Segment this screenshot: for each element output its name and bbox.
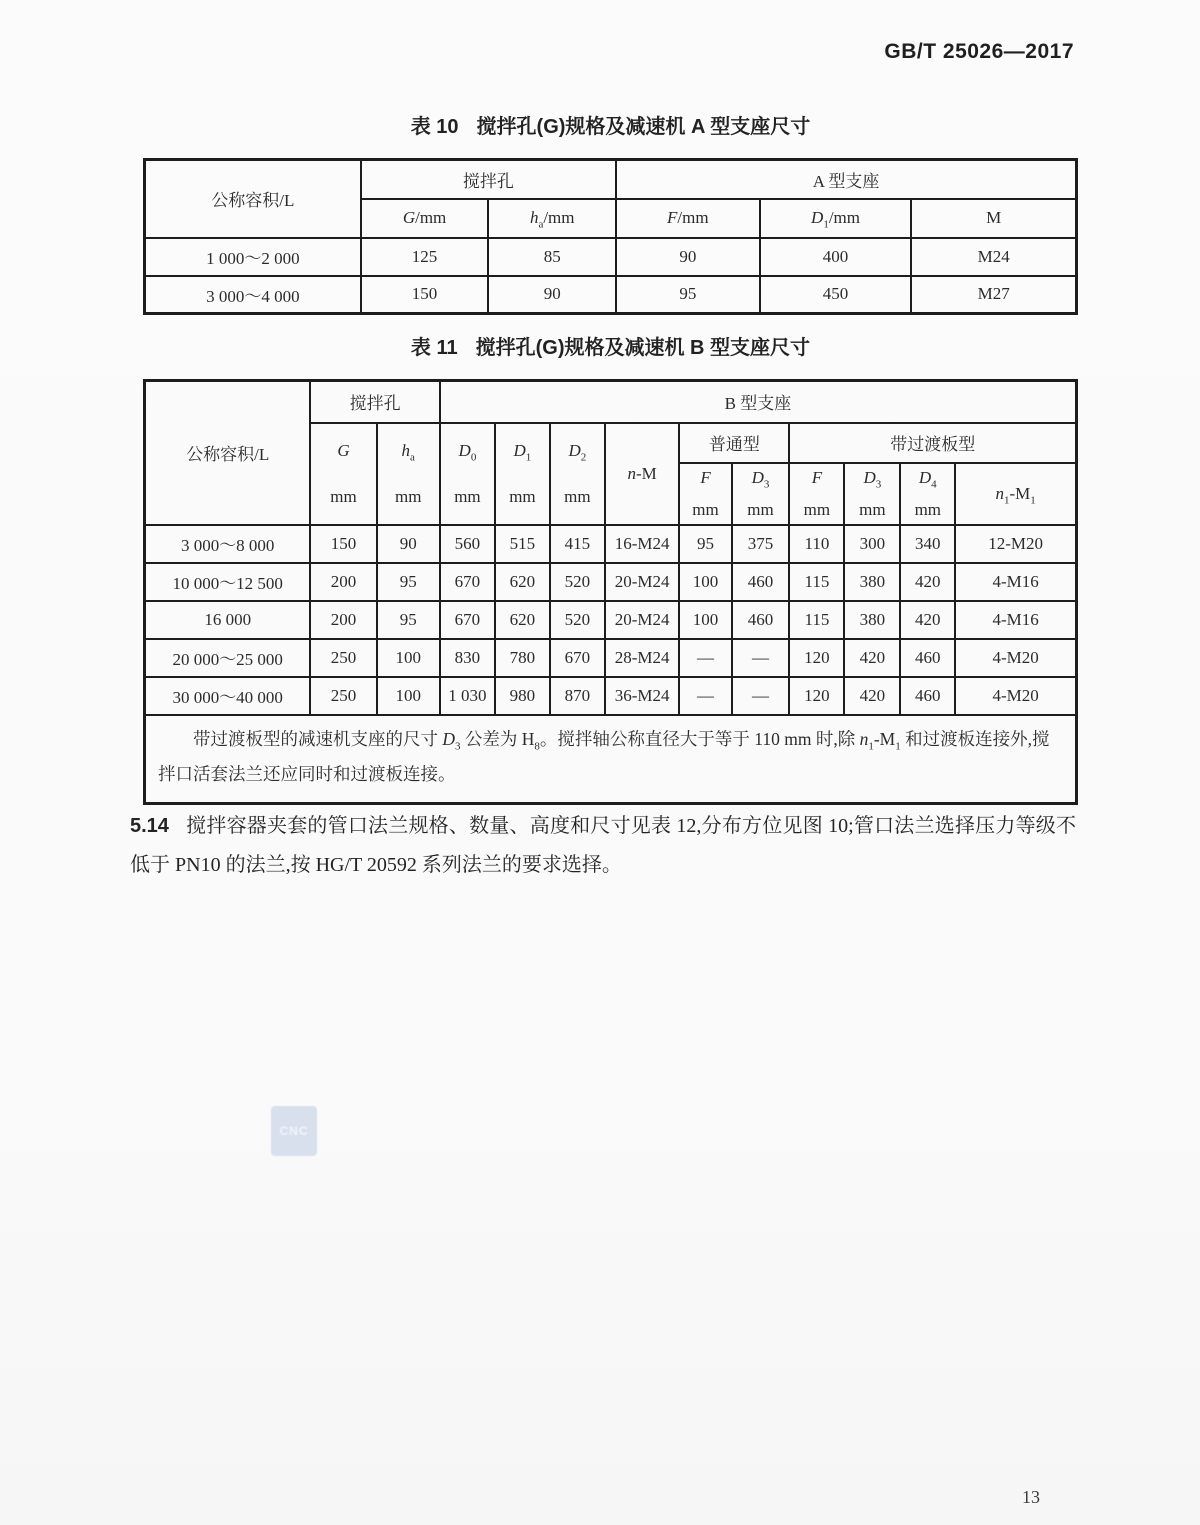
table-10	[143, 158, 1078, 315]
table-cell: 95	[377, 563, 440, 601]
table-cell: 95	[377, 601, 440, 639]
t11-footnote-row	[145, 715, 1077, 804]
table10-caption	[143, 110, 1078, 139]
watermark-text: CNC	[279, 1124, 309, 1138]
table-cell: 125	[361, 238, 489, 276]
table-row	[145, 238, 1077, 276]
table-cell: 95	[679, 525, 731, 563]
table-cell: 16-M24	[605, 525, 680, 563]
table-cell: 620	[495, 601, 550, 639]
t11-col-f-plain: F mm	[679, 463, 731, 525]
t10-col-d1: $D_1/mm$	[760, 199, 912, 238]
text-fragment: 和过渡板连接外,搅拌口活套法兰还应同时和过渡板连接。	[158, 728, 1050, 784]
table-cell: 150	[361, 276, 489, 314]
t11-col-d3-plain: $D_3$ mm	[732, 463, 790, 525]
table-cell: 420	[844, 639, 900, 677]
t11-col-d0: $D_0$ mm	[440, 423, 495, 525]
table-cell: 3 000～4 000	[145, 276, 361, 314]
table-cell: 460	[732, 563, 790, 601]
text-fragment: D	[442, 728, 456, 749]
t11-col-f-plate: F mm	[789, 463, 844, 525]
watermark-stamp	[271, 1106, 317, 1156]
table-cell: —	[732, 639, 790, 677]
table-cell: 95	[616, 276, 760, 314]
text-fragment: 带过渡板型的减速机支座的尺寸	[193, 728, 443, 749]
text-fragment: 公差为 H	[460, 728, 535, 749]
table-cell: —	[679, 677, 731, 715]
clause-text: 搅拌容器夹套的管口法兰规格、数量、高度和尺寸见表 12,分布方位见图 10;管口法兰选择压力等级不低于 PN10 的法兰,按 HG/T 20592 系列法兰的要求选择。	[130, 815, 1076, 876]
table-cell: 4-M16	[955, 563, 1076, 601]
table-cell: 515	[495, 525, 550, 563]
table-row	[145, 601, 1077, 639]
page-number: 13	[1022, 1487, 1040, 1507]
table-cell: 90	[488, 276, 616, 314]
t10-col-m: M	[911, 199, 1076, 238]
table-row	[145, 525, 1077, 563]
table-cell: 520	[550, 563, 605, 601]
table-cell: 85	[488, 238, 616, 276]
table-cell: 20 000～25 000	[145, 639, 311, 677]
t10-body	[145, 238, 1077, 314]
table-cell: 340	[900, 525, 955, 563]
table-cell: 4-M20	[955, 677, 1076, 715]
table-cell: 670	[440, 601, 495, 639]
table-cell: 200	[310, 563, 376, 601]
table-cell: 450	[760, 276, 912, 314]
table-cell: 460	[900, 639, 955, 677]
table-cell: 120	[789, 677, 844, 715]
table-cell: 100	[679, 601, 731, 639]
table-cell: 4-M20	[955, 639, 1076, 677]
text-fragment: 1	[895, 740, 901, 752]
table-footnote	[145, 715, 1077, 804]
table-cell: 200	[310, 601, 376, 639]
table-cell: M24	[911, 238, 1076, 276]
table-cell: 3 000～8 000	[145, 525, 311, 563]
table-cell: 250	[310, 677, 376, 715]
table-cell: 870	[550, 677, 605, 715]
table-cell: 10 000～12 500	[145, 563, 311, 601]
table-cell: 980	[495, 677, 550, 715]
table-cell: 420	[844, 677, 900, 715]
table-cell: 28-M24	[605, 639, 680, 677]
table-cell: 100	[679, 563, 731, 601]
text-fragment: -M	[873, 728, 896, 749]
t10-col-g: G/mm	[361, 199, 489, 238]
t11-body	[145, 525, 1077, 715]
table11-caption-label: 表 11	[410, 337, 458, 359]
table-cell: 670	[440, 563, 495, 601]
t10-header-capacity: 公称容积/L	[145, 160, 361, 238]
table-cell: 4-M16	[955, 601, 1076, 639]
table10-caption-text: 搅拌孔(G)规格及减速机 A 型支座尺寸	[476, 116, 811, 138]
table-cell: 12-M20	[955, 525, 1076, 563]
t11-group-plate: 带过渡板型	[789, 423, 1076, 463]
table-cell: —	[732, 677, 790, 715]
table-row	[145, 563, 1077, 601]
table11-caption	[143, 331, 1078, 360]
table-cell: 620	[495, 563, 550, 601]
table-cell: 400	[760, 238, 912, 276]
table-cell: 300	[844, 525, 900, 563]
table-cell: 375	[732, 525, 790, 563]
t11-col-d4-plate: $D_4$ mm	[900, 463, 955, 525]
table-cell: 560	[440, 525, 495, 563]
table-cell: 115	[789, 601, 844, 639]
table-cell: 1 000～2 000	[145, 238, 361, 276]
table-cell: 380	[844, 563, 900, 601]
table-cell: 100	[377, 639, 440, 677]
table-cell: 115	[789, 563, 844, 601]
t10-col-f: F/mm	[616, 199, 760, 238]
table-cell: 830	[440, 639, 495, 677]
t11-col-d1: $D_1$ mm	[495, 423, 550, 525]
table-cell: M27	[911, 276, 1076, 314]
doc-number: GB/T 25026—2017	[884, 40, 1074, 63]
text-fragment: 1	[868, 740, 874, 752]
t11-header-row-1	[145, 381, 1077, 423]
table-cell: 30 000～40 000	[145, 677, 311, 715]
t10-group-a: A 型支座	[616, 160, 1076, 199]
table10-caption-label: 表 10	[410, 116, 459, 138]
table-cell: 90	[616, 238, 760, 276]
t11-col-d2: $D_2$ mm	[550, 423, 605, 525]
table-11	[143, 379, 1078, 805]
table-cell: 20-M24	[605, 601, 680, 639]
table-cell: 460	[900, 677, 955, 715]
t11-col-n1m1: $n_1-M_1$	[955, 463, 1076, 525]
t10-header-row-1	[145, 160, 1077, 199]
text-fragment: 8	[534, 740, 540, 752]
table-cell: 380	[844, 601, 900, 639]
table11-caption-text: 搅拌孔(G)规格及减速机 B 型支座尺寸	[475, 337, 811, 359]
table-cell: 250	[310, 639, 376, 677]
t11-col-g: G mm	[310, 423, 376, 525]
table-row	[145, 276, 1077, 314]
text-fragment: 。搅拌轴公称直径大于等于 110 mm 时,除	[539, 728, 860, 749]
t11-col-nm: n-M	[605, 423, 680, 525]
clause-number: 5.14	[130, 815, 169, 837]
table-cell: 20-M24	[605, 563, 680, 601]
table-cell: —	[679, 639, 731, 677]
table-cell: 670	[550, 639, 605, 677]
t11-header-capacity: 公称容积/L	[145, 381, 311, 525]
table-cell: 16 000	[145, 601, 311, 639]
text-fragment: n	[859, 728, 869, 749]
table-cell: 120	[789, 639, 844, 677]
table-cell: 110	[789, 525, 844, 563]
table-cell: 780	[495, 639, 550, 677]
t10-group-stir: 搅拌孔	[361, 160, 616, 199]
t11-group-stir: 搅拌孔	[310, 381, 440, 423]
t11-group-plain: 普通型	[679, 423, 789, 463]
table-cell: 100	[377, 677, 440, 715]
clause-5-14	[130, 807, 1076, 885]
table-cell: 90	[377, 525, 440, 563]
table-cell: 460	[732, 601, 790, 639]
table-row	[145, 639, 1077, 677]
t11-col-d3-plate: $D_3$ mm	[844, 463, 900, 525]
table-cell: 150	[310, 525, 376, 563]
table-row	[145, 677, 1077, 715]
table-cell: 1 030	[440, 677, 495, 715]
table-cell: 420	[900, 563, 955, 601]
text-fragment: 3	[455, 740, 461, 752]
t11-group-b: B 型支座	[440, 381, 1077, 423]
table-cell: 420	[900, 601, 955, 639]
t10-col-ha: $h_a/mm$	[488, 199, 616, 238]
t11-col-ha: $h_a$ mm	[377, 423, 440, 525]
table-cell: 36-M24	[605, 677, 680, 715]
table-cell: 415	[550, 525, 605, 563]
table-cell: 520	[550, 601, 605, 639]
